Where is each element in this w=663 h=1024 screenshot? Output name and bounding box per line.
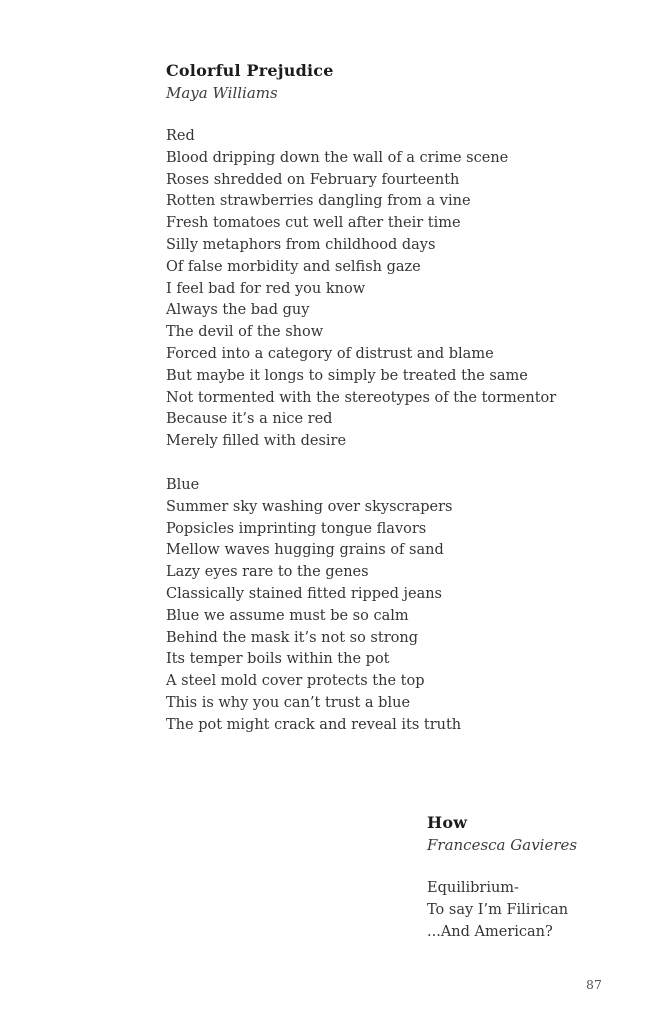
poem-line: This is why you can’t trust a blue <box>166 694 411 711</box>
poem-title-how: How <box>427 813 468 832</box>
poem-line: Fresh tomatoes cut well after their time <box>166 215 461 232</box>
poem-line: Silly metaphors from childhood days <box>166 236 436 253</box>
poem-line: Equilibrium- <box>427 880 519 896</box>
poem-line: Of false morbidity and selfish gaze <box>166 258 421 275</box>
poem-line: ...And American? <box>427 923 553 940</box>
poem-line: Blue we assume must be so calm <box>166 607 409 624</box>
poem-line: Summer sky washing over skyscrapers <box>166 498 453 515</box>
poem-line: Not tormented with the stereotypes of the tormentor <box>166 389 557 406</box>
poem-author-francesca-gavieres: Francesca Gavieres <box>427 836 578 854</box>
poem-line: A steel mold cover protects the top <box>166 673 425 690</box>
poem-line: To say I’m Filirican <box>427 901 569 918</box>
poem-line: Merely filled with desire <box>166 433 347 450</box>
poem-line: Blood dripping down the wall of a crime scene <box>166 149 509 166</box>
page-number: 87 <box>586 977 602 992</box>
poem-line: Behind the mask it’s not so strong <box>166 629 418 646</box>
poem-line: Popsicles imprinting tongue flavors <box>166 520 427 537</box>
poem-title-colorful-prejudice: Colorful Prejudice <box>166 61 334 80</box>
poem-line: I feel bad for red you know <box>166 280 366 297</box>
poem-line: Because it’s a nice red <box>166 411 333 428</box>
poem-line: Lazy eyes rare to the genes <box>166 564 369 581</box>
stanza-red <box>166 126 556 453</box>
poem-line: Roses shredded on February fourteenth <box>166 171 460 188</box>
poem-line: Red <box>166 128 195 144</box>
poem-line: Forced into a category of distrust and blame <box>166 345 494 362</box>
poem-line: But maybe it longs to simply be treated the same <box>166 367 528 384</box>
poem-line: Mellow waves hugging grains of sand <box>166 542 444 559</box>
poem-line: Its temper boils within the pot <box>166 651 390 668</box>
poem-author-maya-williams: Maya Williams <box>166 84 278 102</box>
stanza-blue <box>166 475 556 737</box>
poem-line: Blue <box>166 476 200 493</box>
poem-line: The pot might crack and reveal its truth <box>166 716 462 733</box>
poem-line: Classically stained fitted ripped jeans <box>166 585 443 602</box>
poem-how <box>427 812 577 943</box>
stanza-equilibrium <box>427 878 577 943</box>
poem-colorful-prejudice <box>166 60 556 737</box>
poem-line: Always the bad guy <box>166 302 310 319</box>
poem-line: The devil of the show <box>166 324 324 341</box>
poem-line: Rotten strawberries dangling from a vine <box>166 193 471 210</box>
